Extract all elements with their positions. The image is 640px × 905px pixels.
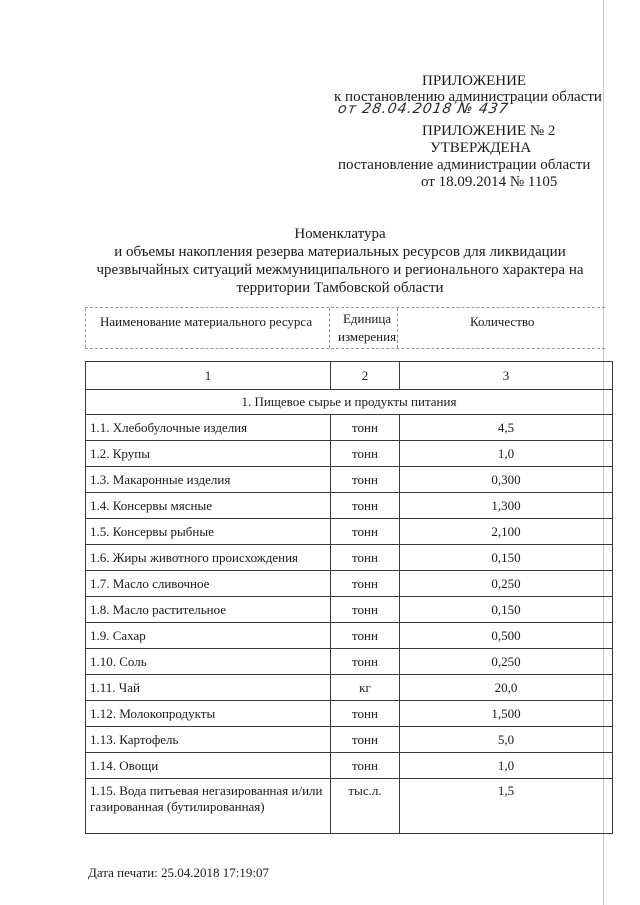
table-row: [86, 493, 613, 519]
column-header-qty-label: Количество: [470, 314, 535, 329]
title-line-4: территории Тамбовской области: [236, 280, 444, 296]
row-unit: тонн: [331, 623, 400, 649]
title-line-3: чрезвычайных ситуаций межмуниципального и регионального характера на: [96, 262, 584, 278]
table-row: [86, 675, 613, 701]
row-name: 1.10. Соль: [86, 649, 331, 675]
handwritten-date-number: от 28.04.2018 № 437: [336, 101, 511, 117]
row-name: 1.7. Масло сливочное: [86, 571, 331, 597]
column-header-unit-label: [338, 310, 396, 346]
row-qty: 2,100: [400, 519, 613, 545]
table-row: [86, 571, 613, 597]
column-header-table: [85, 307, 605, 349]
row-qty: 0,150: [400, 597, 613, 623]
table-row: [86, 779, 613, 834]
table-row: [86, 701, 613, 727]
print-date: Дата печати: 25.04.2018 17:19:07: [88, 865, 270, 880]
table-row: [86, 545, 613, 571]
approved-heading: УТВЕРЖДЕНА: [430, 140, 532, 156]
document-title: [60, 225, 620, 297]
table-row: [86, 441, 613, 467]
row-unit: тонн: [331, 597, 400, 623]
column-header-name-label: Наименование материального ресурса: [100, 314, 313, 329]
row-name: 1.6. Жиры животного происхождения: [86, 545, 331, 571]
title-line-1: Номенклатура: [294, 226, 386, 242]
row-name: 1.4. Консервы мясные: [86, 493, 331, 519]
row-name: 1.9. Сахар: [86, 623, 331, 649]
row-name: 1.3. Макаронные изделия: [86, 467, 331, 493]
row-qty: 0,250: [400, 649, 613, 675]
row-unit: тонн: [331, 727, 400, 753]
column-header-unit: [329, 308, 398, 348]
unit-label-line-1: Единица: [342, 311, 392, 326]
row-qty: 20,0: [400, 675, 613, 701]
row-qty: 5,0: [400, 727, 613, 753]
table-row: [86, 415, 613, 441]
resource-table: [85, 361, 613, 834]
row-qty: 4,5: [400, 415, 613, 441]
row-unit: тонн: [331, 753, 400, 779]
row-unit: тонн: [331, 571, 400, 597]
row-unit: тонн: [331, 701, 400, 727]
row-qty: 1,0: [400, 753, 613, 779]
appendix-2-heading: ПРИЛОЖЕНИЕ № 2: [422, 123, 556, 139]
row-name: 1.5. Консервы рыбные: [86, 519, 331, 545]
row-unit: тонн: [331, 415, 400, 441]
table-row: [86, 467, 613, 493]
row-name: 1.8. Масло растительное: [86, 597, 331, 623]
row-name: 1.12. Молокопродукты: [86, 701, 331, 727]
row-name: 1.13. Картофель: [86, 727, 331, 753]
row-unit: тонн: [331, 545, 400, 571]
table-row: [86, 649, 613, 675]
row-name: 1.1. Хлебобулочные изделия: [86, 415, 331, 441]
column-number-2: 2: [331, 362, 400, 390]
row-unit: тонн: [331, 467, 400, 493]
column-header-qty: [397, 308, 606, 348]
row-unit: тонн: [331, 649, 400, 675]
row-name: 1.11. Чай: [86, 675, 331, 701]
table-row: [86, 597, 613, 623]
row-unit: тонн: [331, 441, 400, 467]
row-unit: тонн: [331, 519, 400, 545]
column-number-3: 3: [400, 362, 613, 390]
row-qty: 0,250: [400, 571, 613, 597]
row-name: 1.15. Вода питьевая негазированная и/или газированная (бутилированная): [86, 779, 331, 834]
row-unit: кг: [331, 675, 400, 701]
column-number-1: 1: [86, 362, 331, 390]
table-row: [86, 623, 613, 649]
row-name: 1.14. Овощи: [86, 753, 331, 779]
row-qty: 0,300: [400, 467, 613, 493]
row-qty: 0,500: [400, 623, 613, 649]
row-unit: тонн: [331, 493, 400, 519]
section-row: [86, 390, 613, 415]
row-unit: тыс.л.: [331, 779, 400, 834]
column-number-row: [86, 362, 613, 390]
appendix-heading: ПРИЛОЖЕНИЕ: [422, 73, 527, 89]
table-row: [86, 519, 613, 545]
table-row: [86, 753, 613, 779]
title-line-2: и объемы накопления резерва материальных ресурсов для ликвидации: [114, 244, 566, 260]
table-row: [86, 727, 613, 753]
resolution-text: постановление администрации области: [338, 157, 591, 173]
row-qty: 0,150: [400, 545, 613, 571]
row-qty: 1,300: [400, 493, 613, 519]
resolution-date-number: от 18.09.2014 № 1105: [421, 174, 558, 190]
row-qty: 1,5: [400, 779, 613, 834]
to-resolution-text: к постановлению администрации области: [334, 89, 602, 105]
row-qty: 1,0: [400, 441, 613, 467]
column-header-name: [85, 308, 330, 348]
section-title: 1. Пищевое сырье и продукты питания: [86, 390, 613, 415]
row-qty: 1,500: [400, 701, 613, 727]
unit-label-line-2: измерения: [338, 329, 397, 344]
row-name: 1.2. Крупы: [86, 441, 331, 467]
